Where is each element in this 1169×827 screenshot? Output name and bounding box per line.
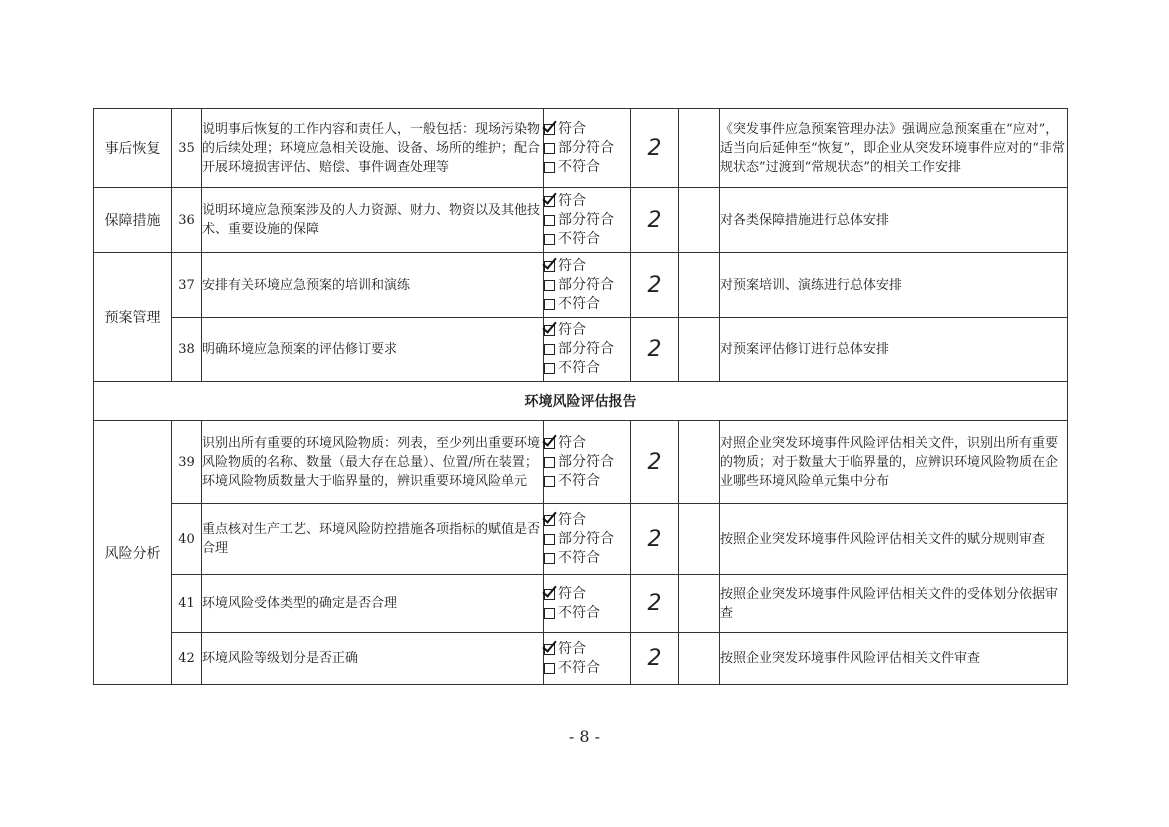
category-cell: 事后恢复 — [94, 109, 172, 188]
options-cell — [544, 188, 631, 253]
item-number: 41 — [172, 575, 202, 633]
table-row — [94, 633, 1068, 685]
checkbox-icon — [544, 344, 555, 355]
section-row — [94, 382, 1068, 421]
note-text: 《突发事件应急预案管理办法》强调应急预案重在“应对”，适当向后延伸至“恢复”，即企业从突发环境事件应对的“非常规状态”过渡到“常规状态”的相关工作安排 — [720, 109, 1068, 188]
checkbox-icon — [544, 143, 555, 154]
item-number: 42 — [172, 633, 202, 685]
requirement-text: 重点核对生产工艺、环境风险防控措施各项指标的赋值是否合理 — [202, 504, 544, 575]
blank-cell — [679, 318, 720, 382]
option-nonconform[interactable]: 不符合 — [544, 549, 630, 568]
page-number: - 8 - — [568, 727, 601, 746]
handwritten-mark: 2 — [631, 575, 679, 633]
option-nonconform[interactable]: 不符合 — [544, 659, 630, 678]
item-number: 38 — [172, 318, 202, 382]
note-text: 对各类保障措施进行总体安排 — [720, 188, 1068, 253]
note-text: 按照企业突发环境事件风险评估相关文件审查 — [720, 633, 1068, 685]
checkbox-icon — [544, 234, 555, 245]
option-partial[interactable]: 部分符合 — [544, 211, 630, 230]
options-cell — [544, 109, 631, 188]
requirement-text: 明确环境应急预案的评估修订要求 — [202, 318, 544, 382]
handwritten-mark: 2 — [631, 421, 679, 504]
table-row — [94, 188, 1068, 253]
review-table — [93, 108, 1068, 685]
handwritten-mark: 2 — [631, 504, 679, 575]
item-number: 39 — [172, 421, 202, 504]
category-cell: 风险分析 — [94, 421, 172, 685]
checked-box-icon — [544, 196, 555, 207]
note-text: 按照企业突发环境事件风险评估相关文件的赋分规则审查 — [720, 504, 1068, 575]
blank-cell — [679, 504, 720, 575]
checked-box-icon — [544, 644, 555, 655]
option-partial[interactable]: 部分符合 — [544, 276, 630, 295]
requirement-text: 说明环境应急预案涉及的人力资源、财力、物资以及其他技术、重要设施的保障 — [202, 188, 544, 253]
note-text: 对预案评估修订进行总体安排 — [720, 318, 1068, 382]
option-nonconform[interactable]: 不符合 — [544, 604, 630, 623]
blank-cell — [679, 575, 720, 633]
table-row — [94, 421, 1068, 504]
option-conform[interactable]: 符合 — [544, 257, 630, 276]
note-text: 对预案培训、演练进行总体安排 — [720, 253, 1068, 318]
item-number: 40 — [172, 504, 202, 575]
checkbox-icon — [544, 476, 555, 487]
requirement-text: 环境风险受体类型的确定是否合理 — [202, 575, 544, 633]
table-row — [94, 575, 1068, 633]
checked-box-icon — [544, 261, 555, 272]
item-number: 36 — [172, 188, 202, 253]
handwritten-mark: 2 — [631, 633, 679, 685]
option-partial[interactable]: 部分符合 — [544, 530, 630, 549]
checkbox-icon — [544, 363, 555, 374]
handwritten-mark: 2 — [631, 109, 679, 188]
option-conform[interactable]: 符合 — [544, 321, 630, 340]
checkbox-icon — [544, 553, 555, 564]
option-conform[interactable]: 符合 — [544, 434, 630, 453]
checkbox-icon — [544, 534, 555, 545]
options-cell — [544, 318, 631, 382]
requirement-text: 识别出所有重要的环境风险物质：列表，至少列出重要环境风险物质的名称、数量（最大存在总量）、位置/所在装置；环境风险物质数量大于临界量的，辨识重要环境风险单元 — [202, 421, 544, 504]
handwritten-mark: 2 — [631, 253, 679, 318]
option-nonconform[interactable]: 不符合 — [544, 158, 630, 177]
option-nonconform[interactable]: 不符合 — [544, 230, 630, 249]
requirement-text: 环境风险等级划分是否正确 — [202, 633, 544, 685]
options-cell — [544, 575, 631, 633]
checkbox-icon — [544, 608, 555, 619]
checkbox-icon — [544, 280, 555, 291]
options-cell — [544, 253, 631, 318]
table-row — [94, 318, 1068, 382]
blank-cell — [679, 421, 720, 504]
checked-box-icon — [544, 124, 555, 135]
section-title: 环境风险评估报告 — [94, 382, 1068, 421]
handwritten-mark: 2 — [631, 188, 679, 253]
table-row — [94, 109, 1068, 188]
checkbox-icon — [544, 457, 555, 468]
option-nonconform[interactable]: 不符合 — [544, 295, 630, 314]
checked-box-icon — [544, 589, 555, 600]
options-cell — [544, 633, 631, 685]
blank-cell — [679, 253, 720, 318]
option-conform[interactable]: 符合 — [544, 120, 630, 139]
item-number: 37 — [172, 253, 202, 318]
blank-cell — [679, 188, 720, 253]
option-conform[interactable]: 符合 — [544, 511, 630, 530]
blank-cell — [679, 633, 720, 685]
category-cell: 保障措施 — [94, 188, 172, 253]
item-number: 35 — [172, 109, 202, 188]
checked-box-icon — [544, 325, 555, 336]
table-row — [94, 504, 1068, 575]
option-nonconform[interactable]: 不符合 — [544, 359, 630, 378]
table-row — [94, 253, 1068, 318]
option-nonconform[interactable]: 不符合 — [544, 472, 630, 491]
checkbox-icon — [544, 215, 555, 226]
requirement-text: 安排有关环境应急预案的培训和演练 — [202, 253, 544, 318]
category-cell: 预案管理 — [94, 253, 172, 382]
checked-box-icon — [544, 515, 555, 526]
option-partial[interactable]: 部分符合 — [544, 340, 630, 359]
options-cell — [544, 504, 631, 575]
checkbox-icon — [544, 162, 555, 173]
checkbox-icon — [544, 663, 555, 674]
handwritten-mark: 2 — [631, 318, 679, 382]
note-text: 对照企业突发环境事件风险评估相关文件，识别出所有重要的物质；对于数量大于临界量的，应辨识环境风险物质在企业哪些环境风险单元集中分布 — [720, 421, 1068, 504]
option-partial[interactable]: 部分符合 — [544, 453, 630, 472]
option-conform[interactable]: 符合 — [544, 585, 630, 604]
blank-cell — [679, 109, 720, 188]
requirement-text: 说明事后恢复的工作内容和责任人，一般包括：现场污染物的后续处理；环境应急相关设施、设备、场所的维护；配合开展环境损害评估、赔偿、事件调查处理等 — [202, 109, 544, 188]
option-conform[interactable]: 符合 — [544, 192, 630, 211]
options-cell — [544, 421, 631, 504]
option-conform[interactable]: 符合 — [544, 640, 630, 659]
checked-box-icon — [544, 438, 555, 449]
checkbox-icon — [544, 299, 555, 310]
option-partial[interactable]: 部分符合 — [544, 139, 630, 158]
note-text: 按照企业突发环境事件风险评估相关文件的受体划分依据审查 — [720, 575, 1068, 633]
